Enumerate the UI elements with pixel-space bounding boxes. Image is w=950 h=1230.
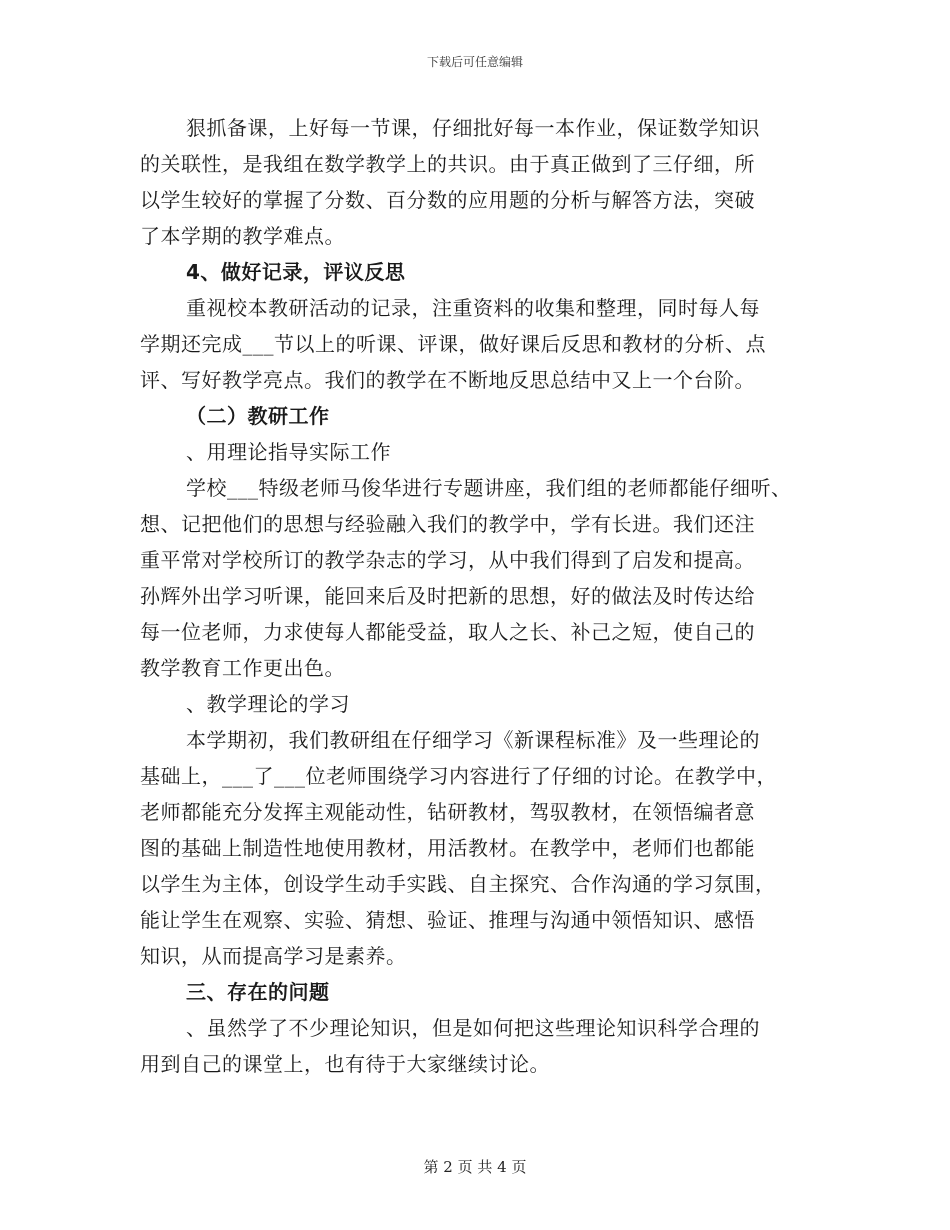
text-line: 学校___特级老师马俊华进行专题讲座，我们组的老师都能仔细听、 (186, 476, 792, 500)
text-line: 图的基础上制造性地使用教材，用活教材。在教学中，老师们也都能 (140, 836, 755, 860)
text-line: 每一位老师，力求使每人都能受益，取人之长、补己之短，使自己的 (140, 620, 755, 644)
text-line: 评、写好教学亮点。我们的教学在不断地反思总结中又上一个台阶。 (140, 368, 755, 392)
text-line: 、教学理论的学习 (186, 692, 350, 716)
text-line: 、用理论指导实际工作 (186, 440, 391, 464)
text-line: 的关联性，是我组在数学教学上的共识。由于真正做到了三仔细，所 (140, 152, 755, 176)
text-line: 以学生为主体，创设学生动手实践、自主探究、合作沟通的学习氛围， (140, 872, 776, 896)
text-line: 狠抓备课，上好每一节课，仔细批好每一本作业，保证数学知识 (186, 116, 760, 140)
text-line: 重视校本教研活动的记录，注重资料的收集和整理，同时每人每 (186, 296, 760, 320)
text-line: 教学教育工作更出色。 (140, 656, 345, 680)
section-heading: （二）教研工作 (186, 404, 330, 428)
page-header: 下载后可任意编辑 (426, 55, 523, 69)
text-line: 学期还完成___节以上的听课、评课，做好课后反思和教材的分析、点 (140, 332, 766, 356)
text-line: 想、记把他们的思想与经验融入我们的教学中，学有长进。我们还注 (140, 512, 755, 536)
text-line: 以学生较好的掌握了分数、百分数的应用题的分析与解答方法，突破 (140, 188, 755, 212)
text-line: 孙辉外出学习听课，能回来后及时把新的思想，好的做法及时传达给 (140, 584, 755, 608)
text-line: 了本学期的教学难点。 (140, 224, 345, 248)
text-line: 、虽然学了不少理论知识，但是如何把这些理论知识科学合理的 (186, 1016, 760, 1040)
page-number: 第 2 页 共 4 页 (423, 1158, 527, 1176)
text-line: 知识，从而提高学习是素养。 (140, 944, 407, 968)
section-heading: 三、存在的问题 (186, 980, 330, 1004)
text-line: 用到自己的课堂上，也有待于大家继续讨论。 (140, 1052, 550, 1076)
text-line: 老师都能充分发挥主观能动性，钻研教材，驾驭教材，在领悟编者意 (140, 800, 755, 824)
text-line: 基础上，___了___位老师围绕学习内容进行了仔细的讨论。在教学中， (140, 764, 777, 788)
document-body (140, 110, 820, 1082)
text-line: 本学期初，我们教研组在仔细学习《新课程标准》及一些理论的 (186, 728, 760, 752)
text-line: 能让学生在观察、实验、猜想、验证、推理与沟通中领悟知识、感悟 (140, 908, 755, 932)
text-line: 重平常对学校所订的教学杂志的学习，从中我们得到了启发和提高。 (140, 548, 755, 572)
section-heading: 4、做好记录，评议反思 (186, 260, 406, 284)
